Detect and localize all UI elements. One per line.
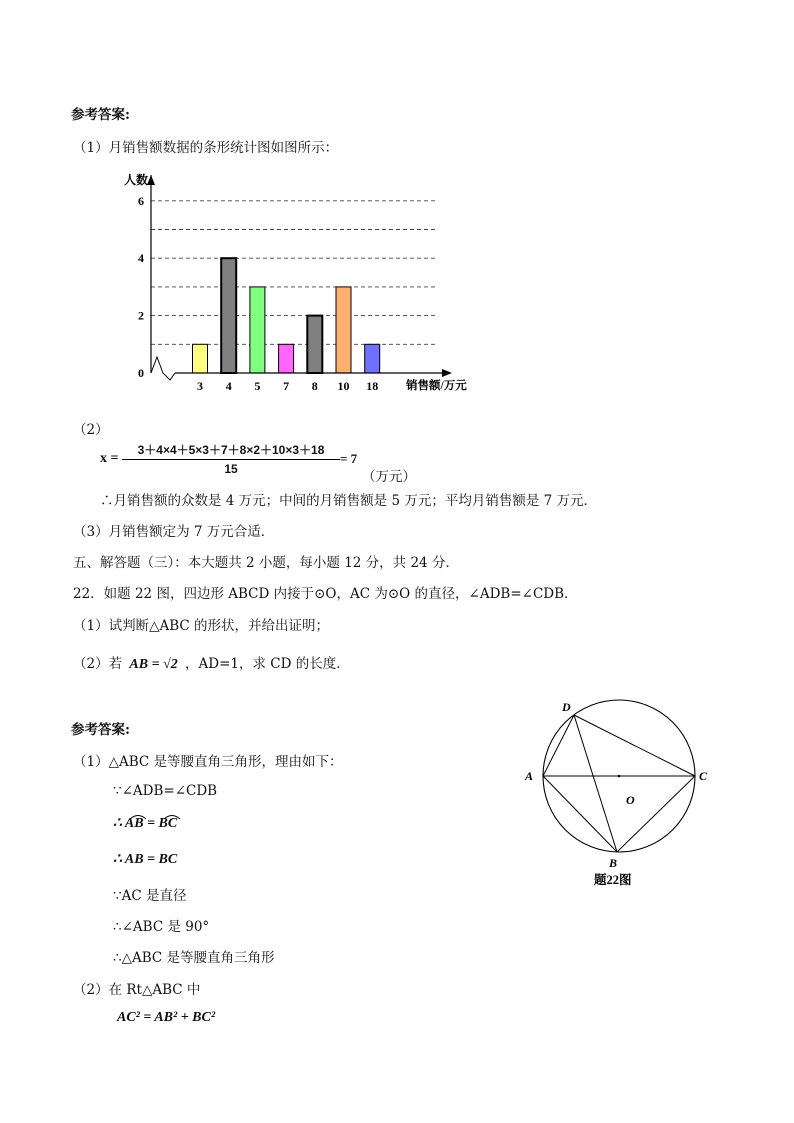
label-a: A <box>525 769 534 783</box>
bar-5 <box>250 287 265 373</box>
x-tick-label: 7 <box>283 379 290 393</box>
formula-denominator: 15 <box>224 462 238 476</box>
arc-marks <box>128 812 188 820</box>
part2-prefix: （2）若 <box>73 656 123 672</box>
label-o: O <box>626 793 635 807</box>
bar-8 <box>307 316 322 373</box>
x-tick-label: 18 <box>366 379 379 393</box>
formula-unit: （万元） <box>362 469 416 485</box>
q22-part2 <box>73 652 350 673</box>
section-5-header: 五、解答题（三）：本大题共 2 小题，每小题 12 分，共 24 分． <box>73 555 459 571</box>
proof-line-5: ∴∠ABC 是 90° <box>113 919 210 935</box>
x-axis-label: 销售额/万元 <box>406 380 467 392</box>
q22-stem: 22．如题 22 图，四边形 ABCD 内接于⊙O，AC 为⊙O 的直径，∠ADB=∠CDB． <box>73 586 578 602</box>
x-tick-label: 3 <box>197 379 203 393</box>
proof-line-3: ∴ AB = BC <box>113 852 178 867</box>
pythagoras-equation: AC² = AB² + BC² <box>117 1010 216 1025</box>
x-tick-label: 8 <box>311 379 318 393</box>
y-tick-label: 2 <box>138 308 144 323</box>
segment-dc <box>574 715 695 776</box>
proof-line-2 <box>113 815 177 832</box>
label-d: D <box>562 700 571 714</box>
arc-equality: ∴ AB = BC <box>113 816 178 831</box>
axis-break <box>151 357 175 380</box>
label-c: C <box>699 769 708 783</box>
y-axis-label: 人数 <box>124 173 149 187</box>
proof-line-4: ∵AC 是直径 <box>113 888 187 904</box>
bar-7 <box>279 344 294 373</box>
formula-lhs: x = <box>100 451 119 466</box>
bar-18 <box>365 344 380 373</box>
y-tick-label: 6 <box>138 193 144 208</box>
conclusion-text: ∴月销售额的众数是 4 万元；中间的月销售额是 5 万元；平均月销售额是 7 万元． <box>100 493 598 509</box>
formula-rhs: = 7 <box>340 451 358 466</box>
proof-p1: （1）△ABC 是等腰直角三角形，理由如下： <box>73 754 343 770</box>
bar-chart <box>124 165 500 400</box>
q1-text: （1）月销售额数据的条形统计图如图所示： <box>73 140 339 156</box>
answer-heading-1: 参考答案: <box>71 107 130 123</box>
y-tick-label: 4 <box>138 251 144 266</box>
x-tick-label: 4 <box>225 379 232 393</box>
x-axis-arrow <box>442 369 452 377</box>
mean-formula <box>100 441 360 481</box>
bar-3 <box>193 344 208 373</box>
circle-figure <box>515 693 715 893</box>
proof-line-6: ∴△ABC 是等腰直角三角形 <box>113 950 275 966</box>
chart-grid <box>151 201 436 344</box>
formula-numerator: 3＋4×4＋5×3＋7＋8×2＋10×3＋18 <box>137 443 325 457</box>
x-tick-label: 5 <box>254 379 261 393</box>
y-tick-label: 0 <box>138 366 144 380</box>
segment-bc <box>617 776 695 852</box>
chart-xticks <box>197 379 378 393</box>
center-dot <box>618 775 621 778</box>
bar-10 <box>336 287 351 373</box>
label-b: B <box>609 856 618 870</box>
segment-ad <box>543 715 574 776</box>
proof-line-1: ∵∠ADB=∠CDB <box>113 783 218 799</box>
x-tick-label: 10 <box>337 379 350 393</box>
q22-part1: （1）试判断△ABC 的形状，并给出证明； <box>73 618 330 634</box>
segment-db <box>574 715 617 852</box>
part2-suffix: ，AD=1，求 CD 的长度． <box>185 656 350 672</box>
figure-caption: 题22图 <box>594 873 632 887</box>
answer-heading-2: 参考答案: <box>71 722 130 738</box>
part2-equation: AB = √2 <box>129 657 178 672</box>
proof-p2: （2）在 Rt△ABC 中 <box>73 982 201 998</box>
q3-text: （3）月销售额定为 7 万元合适． <box>73 524 275 540</box>
fraction-bar <box>122 459 340 460</box>
bar-4 <box>221 258 236 373</box>
y-axis-arrow <box>147 175 155 185</box>
chart-yticks <box>138 194 144 380</box>
q2-label: （2） <box>73 422 109 438</box>
